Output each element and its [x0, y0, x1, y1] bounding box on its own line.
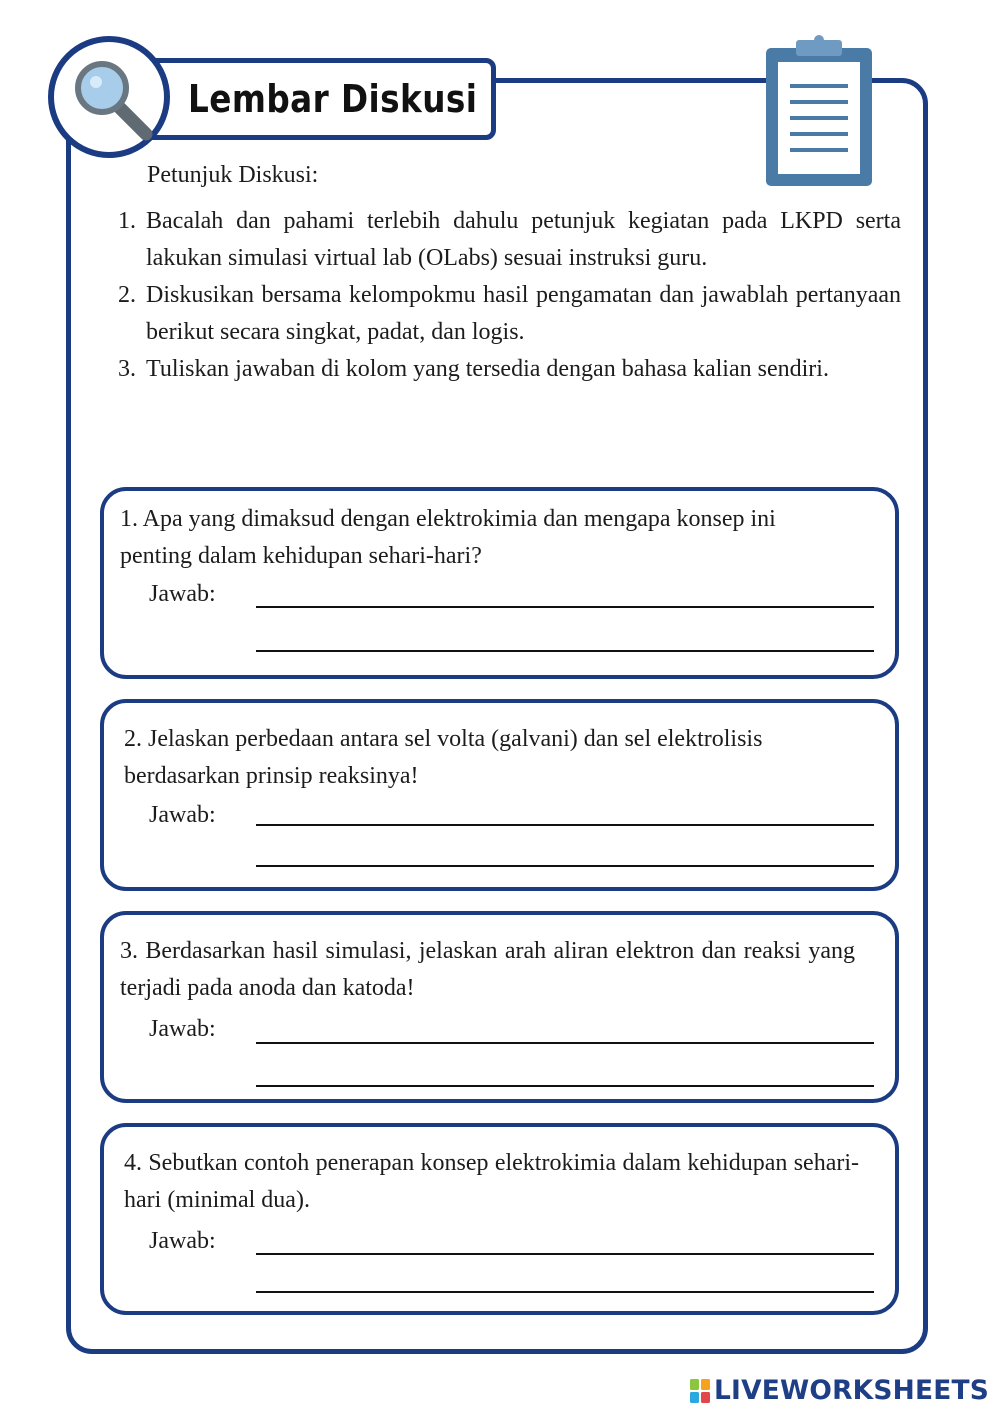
answer-line-4b[interactable] — [256, 1291, 874, 1293]
answer-label-4: Jawab: — [149, 1228, 216, 1254]
answer-line-2b[interactable] — [256, 865, 874, 867]
answer-line-1b[interactable] — [256, 650, 874, 652]
instructions-heading: Petunjuk Diskusi: — [147, 162, 319, 188]
magnifier-icon — [66, 54, 156, 144]
question-box-3 — [100, 911, 899, 1103]
instruction-text: Diskusikan bersama kelompokmu hasil pengamatan dan jawablah pertanyaan berikut secara singkat, padat, dan logis. — [146, 282, 901, 345]
logo-icon — [690, 1379, 710, 1403]
instruction-number: 3. — [118, 356, 136, 382]
answer-line-4a[interactable] — [256, 1253, 874, 1255]
answer-line-3b[interactable] — [256, 1085, 874, 1087]
instruction-number: 2. — [118, 282, 136, 308]
answer-label-2: Jawab: — [149, 802, 216, 828]
instruction-item — [118, 351, 901, 388]
instruction-item — [118, 277, 901, 351]
answer-label-3: Jawab: — [149, 1016, 216, 1042]
question-text-1: 1. Apa yang dimaksud dengan elektrokimia dan mengapa konsep ini penting dalam kehidupan sehari-hari? — [120, 506, 776, 569]
logo-text: LIVEWORKSHEETS — [714, 1375, 990, 1406]
question-box-2 — [100, 699, 899, 891]
question-text-3: 3. Berdasarkan hasil simulasi, jelaskan arah aliran elektron dan reaksi yang terjadi pada anoda dan katoda! — [120, 938, 855, 1001]
answer-line-3a[interactable] — [256, 1042, 874, 1044]
answer-line-2a[interactable] — [256, 824, 874, 826]
instruction-text: Bacalah dan pahami terlebih dahulu petunjuk kegiatan pada LKPD serta lakukan simulasi virtual lab (OLabs) sesuai instruksi guru. — [146, 208, 901, 271]
instruction-text: Tuliskan jawaban di kolom yang tersedia dengan bahasa kalian sendiri. — [146, 356, 829, 382]
question-text-2: 2. Jelaskan perbedaan antara sel volta (galvani) dan sel elektrolisis berdasarkan prinsip reaksinya! — [124, 726, 763, 789]
page-title: Lembar Diskusi — [188, 77, 478, 121]
question-box-4 — [100, 1123, 899, 1315]
title-badge — [48, 36, 170, 158]
instructions-list — [118, 203, 901, 388]
liveworksheets-logo — [690, 1376, 995, 1406]
instruction-number: 1. — [118, 208, 136, 234]
clipboard-icon — [764, 34, 876, 195]
answer-label-1: Jawab: — [149, 581, 216, 607]
question-text-4: 4. Sebutkan contoh penerapan konsep elektrokimia dalam kehidupan sehari-hari (minimal dua). — [124, 1150, 859, 1213]
question-box-1 — [100, 487, 899, 679]
instruction-item — [118, 203, 901, 277]
answer-line-1a[interactable] — [256, 606, 874, 608]
